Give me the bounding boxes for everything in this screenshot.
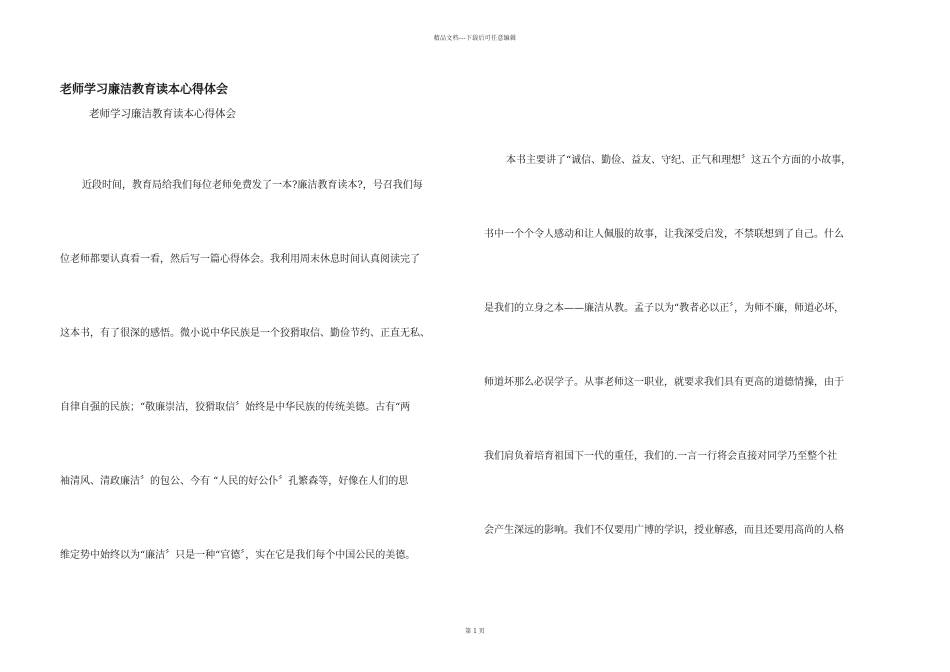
- page-header: 精品文档---下载后可任意编辑: [433, 35, 517, 42]
- document-subtitle: 老师学习廉洁教育读本心得体会: [89, 108, 236, 120]
- paragraph-line: 这本书，有了很深的感悟。微小说中华民族是一个狡猾取信、勤俭节约、正直无私、: [60, 328, 430, 339]
- paragraph-line: 我们肩负着培育祖国下一代的重任，我们的.一言一行将会直接对同学乃至整个社: [484, 451, 838, 462]
- paragraph-line: 维定势中始终以为“廉洁〞只是一种“官德〞，实在它是我们每个中国公民的美德。: [60, 550, 416, 561]
- paragraph-line: 近段时间，教育局给我们每位老师免费发了一本?廉洁教育读本?，号召我们每: [82, 180, 423, 191]
- paragraph-line: 是我们的立身之本——廉洁从教。孟子以为“教者必以正〞，为师不廉，师道必坏，: [484, 303, 845, 314]
- right-text-column: [484, 153, 894, 597]
- paragraph-line: 自律自强的民族；“敬廉崇洁，狡猾取信〞始终是中华民族的传统美德。古有“两: [60, 402, 411, 413]
- page-number: 第 1 页: [465, 628, 485, 635]
- paragraph-line: 书中一个个令人感动和让人佩服的故事，让我深受启发，不禁联想到了自己。什么: [484, 229, 844, 240]
- paragraph-line: 师道坏那么必误学子。从事老师这一职业，就要求我们具有更高的道德情操，由于: [484, 377, 844, 388]
- paragraph-line: 本书主要讲了“诚信、勤俭、益友、守纪、正气和理想〞这五个方面的小故事，: [506, 155, 852, 166]
- document-title: 老师学习廉洁教育读本心得体会: [60, 82, 229, 96]
- paragraph-line: 会产生深远的影响。我们不仅要用广博的学识，授业解惑，而且还要用高尚的人格: [484, 525, 844, 536]
- paragraph-line: 位老师都要认真看一看，然后写一篇心得体会。我利用周末休息时间认真阅读完了: [60, 254, 420, 265]
- paragraph-line: 袖清风、清政廉洁〞的包公、今有 “人民的好公仆〞孔繁森等，好像在人们的思: [60, 476, 409, 487]
- left-text-column: [60, 178, 470, 622]
